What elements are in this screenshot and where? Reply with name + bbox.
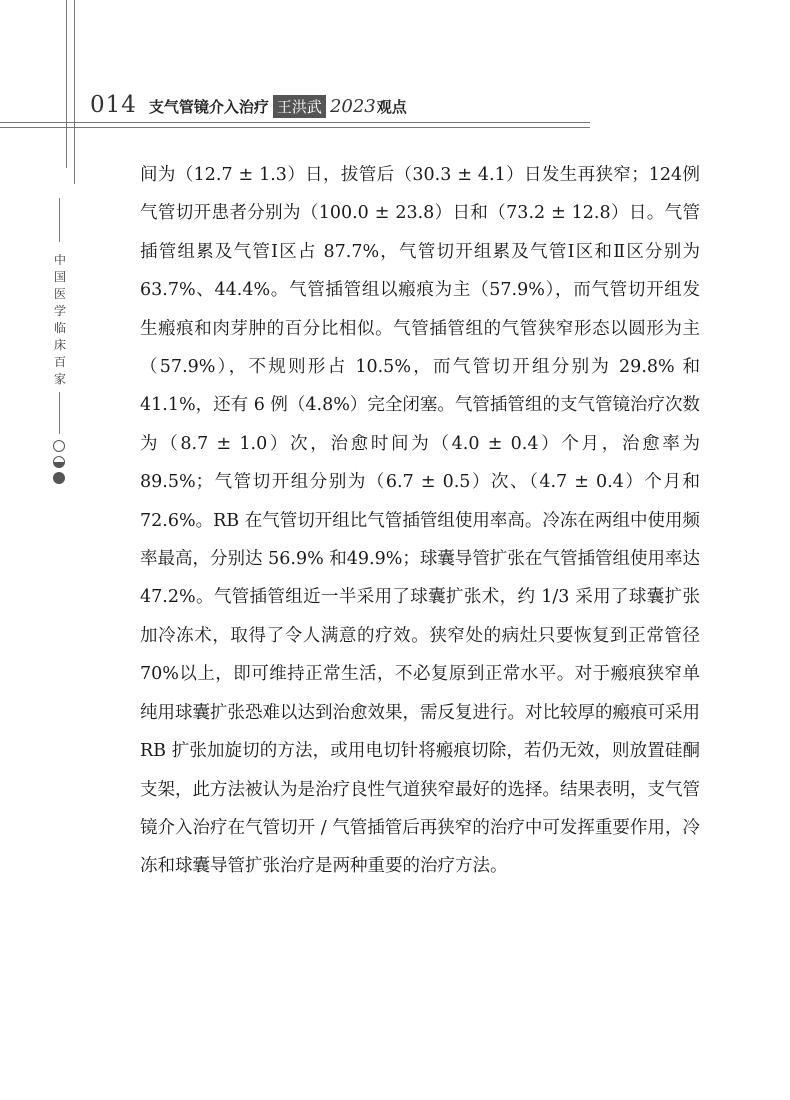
sidebar-rule-top	[59, 198, 60, 242]
running-head	[90, 92, 407, 124]
edition-year: 2023	[329, 96, 376, 117]
author-name: 王洪武	[273, 95, 326, 118]
sidebar-rule-bottom	[59, 392, 60, 434]
margin-vertical-rule-outer	[66, 0, 67, 168]
title-suffix: 观点	[376, 98, 407, 116]
series-name: 中国医学临床百家	[53, 253, 66, 386]
margin-vertical-rule-inner	[74, 0, 75, 184]
page-number: 014	[90, 92, 137, 118]
body-paragraph: 间为（12.7 ± 1.3）日，拔管后（30.3 ± 4.1）日发生再狭窄；124例气管切开患者分别为（100.0 ± 23.8）日和（73.2 ± 12.8）日。气管插管组累及气管Ⅰ区占 87.7%，气管切开组累及气管Ⅰ区和Ⅱ区分别为 63.7%、44.4%。气管插管组以瘢痕为主（57.9%），而气管切开组发生瘢痕和肉芽肿的百分比相似。气管插管组的气管狭窄形态以圆形为主（57.9%），不规则形占 10.5%，而气管切开组分别为 29.8% 和 41.1%，还有 6 例（4.8%）完全闭塞。气管插管组的支气管镜治疗次数为（8.7 ± 1.0）次，治愈时间为（4.0 ± 0.4）个月，治愈率为 89.5%；气管切开组分别为（6.7 ± 0.5）次、（4.7 ± 0.4）个月和 72.6%。RB 在气管切开组比气管插管组使用率高。冷冻在两组中使用频率最高，分别达 56.9% 和49.9%；球囊导管扩张在气管插管组使用率达 47.2%。气管插管组近一半采用了球囊扩张术，约 1/3 采用了球囊扩张加冷冻术，取得了令人满意的疗效。狭窄处的病灶只要恢复到正常管径 70%以上，即可维持正常生活，不必复原到正常水平。对于瘢痕狭窄单纯用球囊扩张恐难以达到治愈效果，需反复进行。对比较厚的瘢痕可采用 RB 扩张加旋切的方法，或用电切针将瘢痕切除，若仍无效，则放置硅酮支架，此方法被认为是治疗良性气道狭窄最好的选择。结果表明，支气管镜介入治疗在气管切开 / 气管插管后再狭窄的治疗中可发挥重要作用，冷冻和球囊导管扩张治疗是两种重要的治疗方法。	[140, 165, 700, 877]
half-filled-circle-icon	[53, 456, 65, 468]
book-title: 支气管镜介入治疗	[148, 98, 269, 116]
header-rule-bottom	[0, 127, 590, 128]
filled-circle-icon	[53, 472, 65, 484]
empty-circle-icon	[53, 440, 65, 452]
